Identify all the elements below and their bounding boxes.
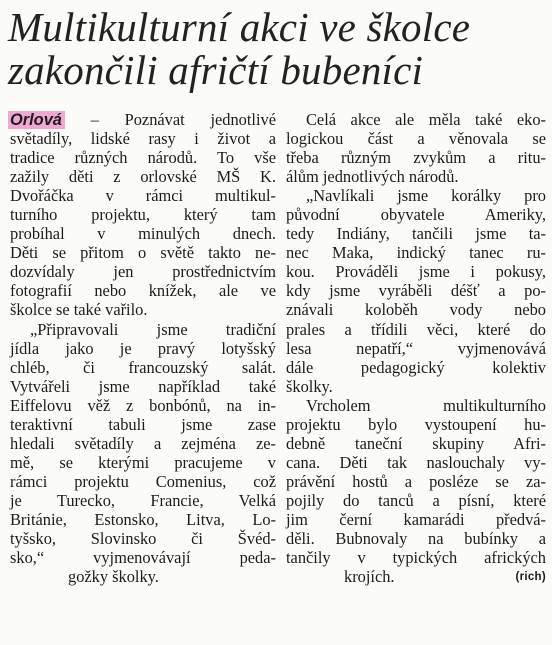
right-column	[286, 110, 546, 586]
paragraph-quote-food: „Připravovali jsme tradiční jídla jako je pravý lotyšský chléb, či francouzský salát. Vytvářeli jsme například také Eiffelovu věž z bonbónů, na in- teraktivní tabuli jsme zase hledali světadíly a zejména ze- mě, se kterými pracujeme v rámci projektu Comenius, což je Turecko, Francie, Velká Británie, Estonsko, Litva, Lo- tyšsko, Slovinsko či Švéd- sko,“ vyjmenovávají peda- gožky školky.	[10, 319, 276, 587]
paragraph-finale: Vrcholem multikulturního projektu bylo vystoupení hu- debně taneční skupiny Afri- cana. Děti tak naslouchaly vy- právění hostů a posléze se za- pojily do tanců a písní, které jim černí kamarádi předvá- děli. Bubnovaly na bubínky a tančily v typických afrických krojích. (rich)	[286, 395, 546, 587]
author-signature: (rich)	[515, 571, 546, 584]
headline-line-1: Multikulturní akci ve školce	[8, 4, 471, 50]
headline-line-2: zakončili afričtí bubeníci	[8, 47, 424, 93]
paragraph-quote-activities: „Navlíkali jsme korálky pro původní obyvatele Ameriky, tedy Indiány, tančili jsme ta- nec Maka, indický tanec ru- kou. Prováděli jsme i pokusy, kdy jsme vyráběli déšť a po- znávali koloběh vody nebo prales a třídili věci, které do lesa nepatří,“ vyjmenovává dále pedagogický kolektiv školky.	[286, 186, 546, 396]
paragraph-ecology: Celá akce ale měla také eko- logickou část a věnovala se třeba různým zvykům a ritu- álům jednotlivých národů.	[286, 110, 546, 187]
paragraph-intro: Orlová – Poznávat jednotlivé světadíly, lidské rasy i život a tradice různých národů. To vše zažily děti z orlovské MŠ K. Dvořáčka v rámci multikul- turního projektu, který tam probíhal v minulých dnech. Děti se přitom o světě takto ne- dozvídaly jen prostřednictvím fotografií nebo knížek, ale ve školce se také vařilo.	[10, 110, 276, 320]
article-headline	[8, 6, 544, 92]
left-column	[10, 110, 276, 586]
location-dateline: Orlová	[8, 111, 65, 129]
